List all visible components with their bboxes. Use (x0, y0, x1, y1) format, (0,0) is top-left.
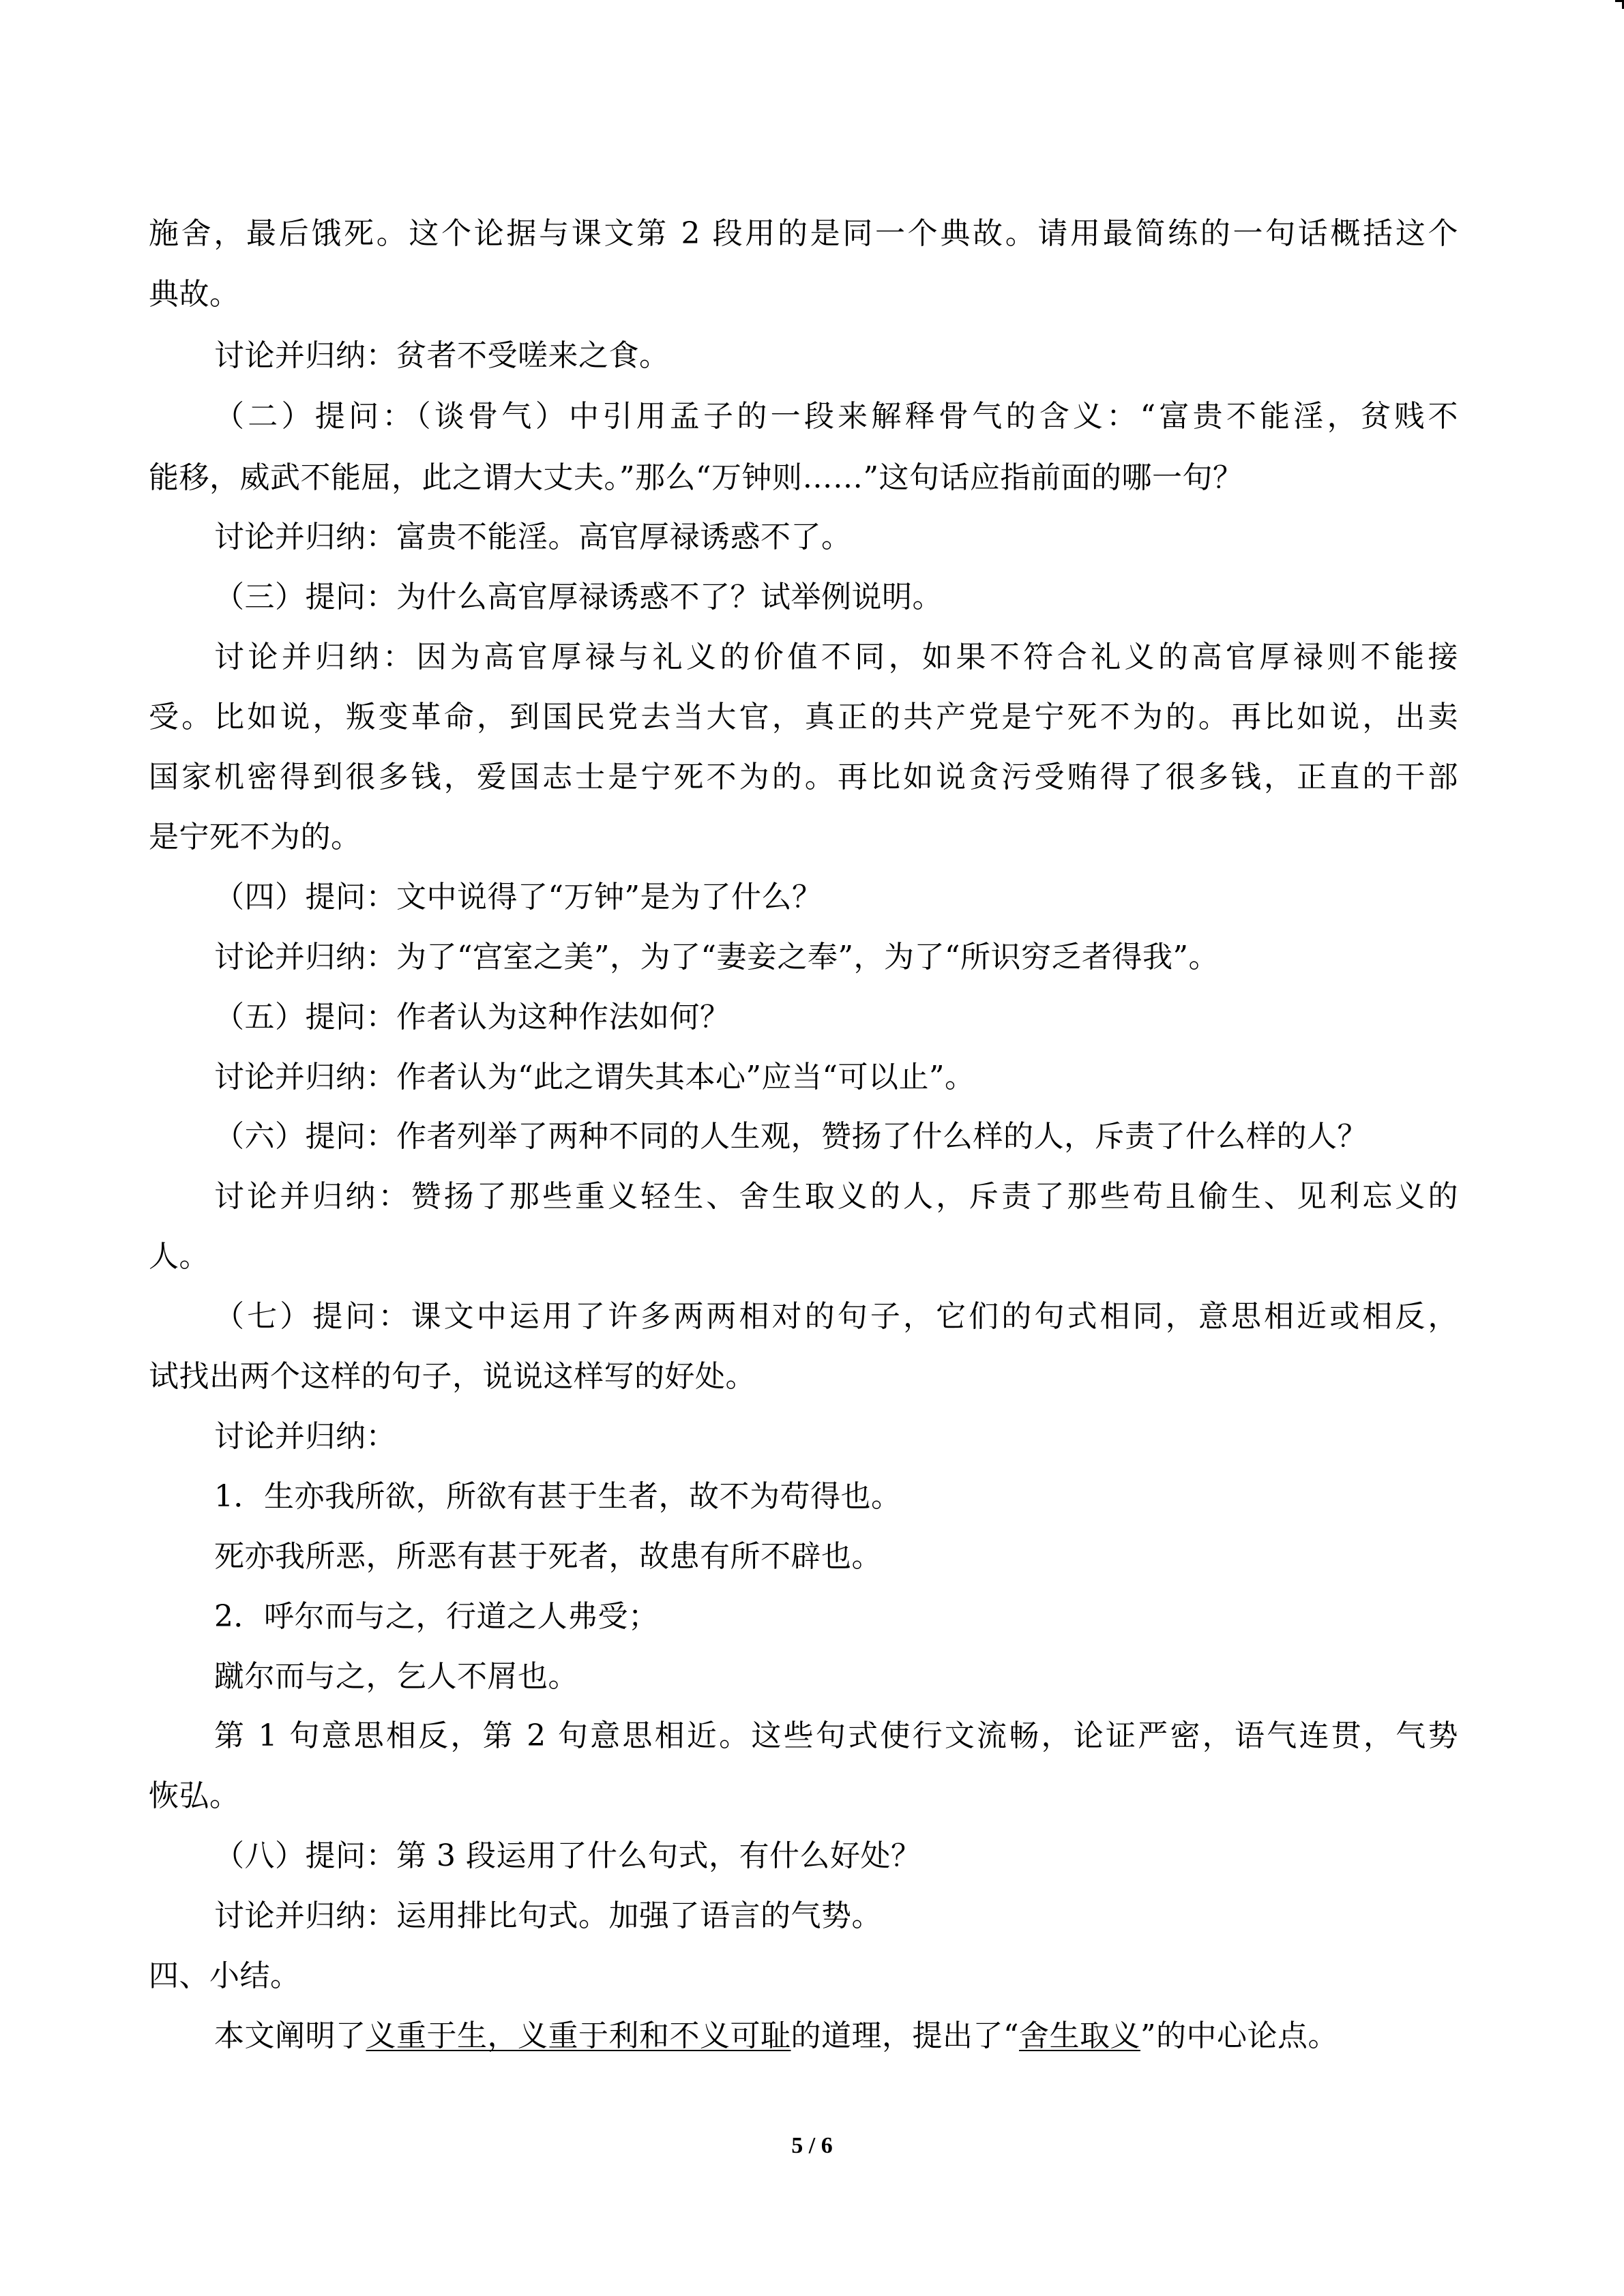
text-line: 讨论并归纳：为了“宫室之美”，为了“妻妾之奉”，为了“所识穷乏者得我”。 (214, 940, 1219, 974)
text-line: 1．生亦我所欲，所欲有甚于生者，故不为苟得也。 (214, 1479, 902, 1514)
summary-underlined-phrase: 义重于生，义重于利和不义可耻 (366, 2018, 791, 2053)
summary-line (214, 2016, 1458, 2057)
text-line: 讨论并归纳：贫者不受嗟来之食。 (214, 338, 670, 373)
text-line: 讨论并归纳：富贵不能淫。高官厚禄诱惑不了。 (214, 520, 852, 554)
text-line: （五）提问：作者认为这种作法如何？ (214, 1000, 730, 1034)
text-line: （二）提问：（谈骨气）中引用孟子的一段来解释骨气的含义：“富贵不能淫，贫贱不 (214, 399, 1458, 434)
text-line: 第 1 句意思相反，第 2 句意思相近。这些句式使行文流畅，论证严密，语气连贯，气势 (214, 1718, 1458, 1753)
text-line: 受。比如说，叛变革命，到国民党去当大官，真正的共产党是宁死不为的。再比如说，出卖 (149, 700, 1458, 734)
text-line: 讨论并归纳：赞扬了那些重义轻生、舍生取义的人，斥责了那些苟且偷生、见利忘义的 (214, 1179, 1458, 1214)
text-line: （七）提问：课文中运用了许多两两相对的句子，它们的句式相同，意思相近或相反， (214, 1299, 1458, 1334)
summary-suffix: ”的中心论点。 (1140, 2018, 1338, 2053)
summary-middle: 的道理，提出了“ (791, 2018, 1019, 2053)
text-line: 蹴尔而与之，乞人不屑也。 (214, 1659, 578, 1694)
page-corner-mark (1615, 0, 1624, 9)
text-line: 讨论并归纳：因为高官厚禄与礼义的价值不同，如果不符合礼义的高官厚禄则不能接 (214, 640, 1458, 674)
section-heading: 四、小结。 (149, 1958, 301, 1993)
text-line: （八）提问：第 3 段运用了什么句式，有什么好处？ (214, 1838, 921, 1873)
text-line: 讨论并归纳：运用排比句式。加强了语言的气势。 (214, 1898, 882, 1933)
text-line: （四）提问：文中说得了“万钟”是为了什么？ (214, 880, 823, 914)
text-line: 是宁死不为的。 (149, 820, 361, 854)
summary-prefix: 本文阐明了 (214, 2018, 366, 2053)
text-line: 死亦我所恶，所恶有甚于死者，故患有所不辟也。 (214, 1539, 882, 1574)
text-line: 试找出两个这样的句子，说说这样写的好处。 (149, 1359, 756, 1394)
text-line: 2．呼尔而与之，行道之人弗受； (214, 1599, 659, 1634)
text-line: 国家机密得到很多钱，爱国志士是宁死不为的。再比如说贪污受贿得了很多钱，正直的干部 (149, 760, 1458, 794)
text-line: 人。 (149, 1239, 209, 1274)
text-line: 典故。 (149, 277, 240, 312)
text-line: （三）提问：为什么高官厚禄诱惑不了？试举例说明。 (214, 580, 943, 614)
text-line: 能移，威武不能屈，此之谓大丈夫。”那么“万钟则……”这句话应指前面的哪一句？ (149, 460, 1243, 495)
text-line: 讨论并归纳：作者认为“此之谓失其本心”应当“可以止”。 (214, 1060, 975, 1094)
text-line: 恢弘。 (149, 1778, 240, 1813)
text-line: 施舍，最后饿死。这个论据与课文第 2 段用的是同一个典故。请用最简练的一句话概括这个 (149, 216, 1458, 251)
text-line: （六）提问：作者列举了两种不同的人生观，赞扬了什么样的人，斥责了什么样的人？ (214, 1119, 1368, 1154)
text-line: 讨论并归纳： (214, 1419, 396, 1454)
summary-central-argument: 舍生取义 (1019, 2018, 1140, 2053)
page-number: 5 / 6 (791, 2133, 833, 2158)
